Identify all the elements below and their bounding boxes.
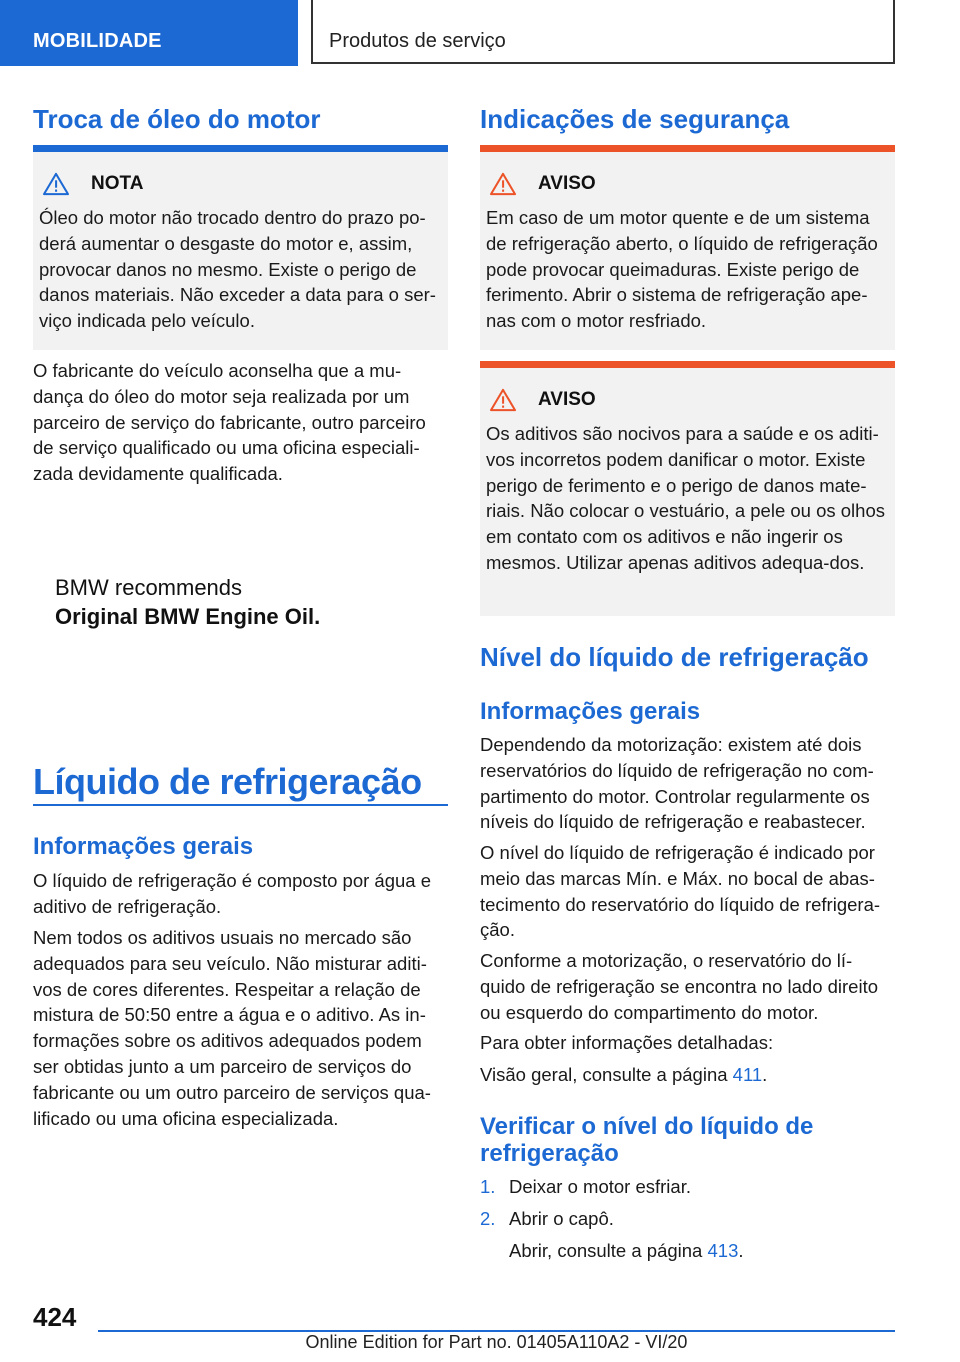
step-text: Abrir o capô. (509, 1208, 614, 1229)
bmw-ad-line1: BMW recommends (55, 575, 243, 600)
coolant-level-heading: Nível do líquido de refrigeração (480, 642, 869, 672)
warning1-label: AVISO (538, 173, 596, 194)
note-box (33, 152, 448, 350)
chapter-underline (33, 804, 448, 806)
step-text: Deixar o motor esfriar. (509, 1176, 691, 1197)
list-item (480, 1206, 614, 1232)
level-paragraph-4: Para obter informações detalhadas: (480, 1032, 774, 1053)
level-info-heading: Informações gerais (480, 698, 701, 725)
level-paragraph-2: O nível do líquido de refrigeração é indicado por meio das marcas Mín. e Máx. no bocal de abas-tecimento do reservatório do líquido de refrigera-ção. (480, 842, 881, 941)
note-text: Óleo do motor não trocado dentro do prazo po-derá aumentar o desgaste do motor e, assim, provocar danos no mesmo. Existe o perigo de danos materiais. Não exceder a data para o ser-viço indicada pelo veículo. (39, 207, 436, 332)
list-item (480, 1174, 691, 1200)
step-number: 1. (480, 1176, 496, 1197)
overview-suffix: . (762, 1064, 768, 1085)
level-paragraph-3: Conforme a motorização, o reservatório do lí-quido de refrigeração se encontra no lado direito ou esquerdo do compartimento do motor. (480, 950, 879, 1023)
footer-edition: Online Edition for Part no. 01405A110A2 - VI/20 (305, 1332, 688, 1352)
warning1-box (480, 152, 895, 350)
oil-change-paragraph: O fabricante do veículo aconselha que a mu-dança do óleo do motor seja realizada por um parceiro de serviço do fabricante, outro parceiro de serviço qualificado ou uma oficina especiali-zada devidamente qualificada. (33, 360, 426, 485)
warning1-header (488, 172, 596, 196)
warning-triangle-icon (41, 172, 71, 196)
page-number: 424 (33, 1302, 77, 1332)
warning1-text: Em caso de um motor quente e de um sistema de refrigeração aberto, o líquido de refrigeração pode provocar queimaduras. Existe perigo de ferimento. Abrir o sistema de refrigeração ape-nas com o motor resfriado. (486, 207, 878, 332)
step2-page-link[interactable]: 413 (707, 1240, 739, 1261)
chapter-tab[interactable]: Produtos de serviço (311, 0, 895, 64)
page-header (0, 0, 960, 66)
warning-triangle-icon (488, 172, 518, 196)
step2-ref-suffix: . (738, 1240, 744, 1261)
section-tab[interactable]: MOBILIDADE (0, 0, 298, 66)
bmw-oil-ad (55, 573, 320, 631)
overview-page-link[interactable]: 411 (732, 1064, 763, 1085)
note-label: NOTA (91, 173, 144, 194)
step-number: 2. (480, 1208, 496, 1229)
general-info-heading: Informações gerais (33, 833, 254, 860)
warning2-top-bar (480, 361, 895, 368)
warning2-text: Os aditivos são nocivos para a saúde e os aditi-vos incorretos podem danificar o motor. Existe perigo de ferimento e o perigo de danos mate-riais. Não colocar o vestuário, a pele ou os olhos em contato com os aditivos e não ingerir os mesmos. Utilizar apenas aditivos adequa-dos. (486, 423, 885, 573)
coolant-chapter-heading: Líquido de refrigeração (33, 761, 422, 802)
step2-ref-prefix: Abrir, consulte a página (509, 1240, 708, 1261)
level-paragraph-1: Dependendo da motorização: existem até dois reservatórios do líquido de refrigeração no com-partimento do motor. Controlar regularmente os níveis do líquido de refrigeração e reabastecer. (480, 734, 874, 833)
bmw-ad-line2: Original BMW Engine Oil. (55, 604, 321, 629)
safety-heading: Indicações de segurança (480, 104, 790, 134)
note-header (41, 172, 143, 196)
general-info-paragraph-2: Nem todos os aditivos usuais no mercado são adequados para seu veículo. Não misturar aditi-vos de cores diferentes. Respeitar a relação de mistura de 50:50 entre a água e o aditivo. As in-formações sobre os aditivos adequados podem ser obtidas junto a um parceiro de serviços do fabricante ou um outro parceiro de serviços qua-lificado ou uma oficina especializada. (33, 927, 431, 1129)
warning1-top-bar (480, 145, 895, 152)
check-level-heading: Verificar o nível do líquido de refrigeração (480, 1113, 814, 1167)
general-info-paragraph-1: O líquido de refrigeração é composto por água e aditivo de refrigeração. (33, 870, 431, 917)
warning2-label: AVISO (538, 389, 596, 410)
warning2-box (480, 368, 895, 616)
warning-triangle-icon (488, 388, 518, 412)
step2-reference (509, 1238, 895, 1264)
oil-change-heading: Troca de óleo do motor (33, 104, 321, 134)
warning2-header (488, 388, 596, 412)
overview-prefix: Visão geral, consulte a página (480, 1064, 733, 1085)
note-top-bar (33, 145, 448, 152)
overview-reference (480, 1062, 895, 1088)
